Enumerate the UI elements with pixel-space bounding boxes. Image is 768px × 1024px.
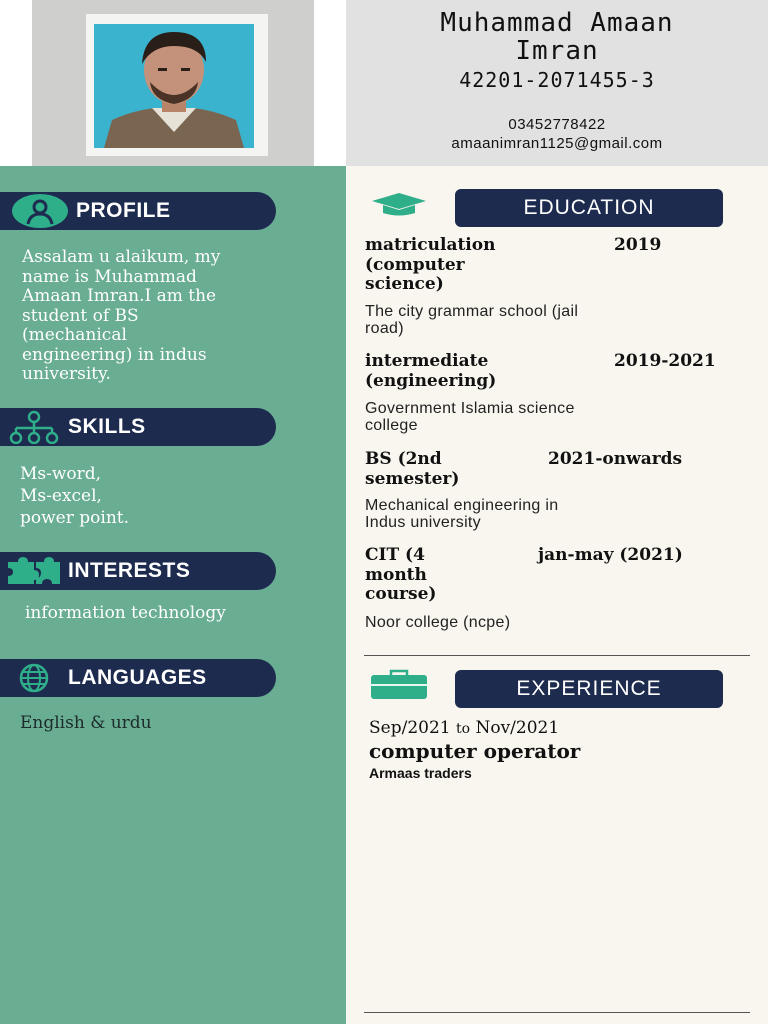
- puzzle-icon: [6, 556, 62, 590]
- education-institution: [365, 400, 575, 434]
- experience-role: computer operator: [369, 739, 581, 763]
- profile-photo: [94, 24, 254, 148]
- title-line: science): [365, 274, 444, 294]
- education-title: [365, 450, 459, 489]
- skill-item: power point.: [20, 508, 129, 528]
- profile-text: [22, 248, 344, 385]
- profile-line: university.: [22, 364, 111, 384]
- title-line: (computer: [365, 254, 465, 275]
- institution-line: road): [365, 320, 404, 337]
- institution-line: Mechanical engineering in: [365, 497, 559, 514]
- email-address: amaanimran1125@gmail.com: [451, 135, 663, 152]
- institution-line: college: [365, 417, 418, 434]
- education-year: 2021-onwards: [548, 449, 683, 469]
- institution-line: Noor college (ncpe): [365, 614, 511, 631]
- interests-label: INTERESTS: [68, 559, 191, 582]
- bottom-divider: [364, 1012, 750, 1013]
- education-title: [365, 546, 436, 605]
- education-title: [365, 236, 495, 295]
- name-line-1: Muhammad Amaan: [440, 8, 674, 38]
- profile-line: Amaan Imran.I am the: [22, 286, 217, 306]
- education-heading: EDUCATION: [455, 189, 723, 227]
- education-institution: [365, 614, 510, 631]
- name-line-2: Imran: [515, 36, 599, 66]
- skills-label: SKILLS: [68, 415, 146, 438]
- title-line: month: [365, 564, 427, 585]
- profile-label: PROFILE: [76, 199, 171, 222]
- institution-line: Indus university: [365, 514, 481, 531]
- experience-to: Nov/2021: [475, 718, 560, 738]
- skills-list: [20, 463, 129, 529]
- title-line: CIT (4: [365, 545, 425, 565]
- user-icon: [12, 192, 68, 234]
- institution-line: The city grammar school (jail: [365, 303, 579, 320]
- title-line: (engineering): [365, 370, 497, 391]
- skill-item: Ms-word,: [20, 464, 102, 484]
- graduation-cap-icon: [370, 192, 428, 220]
- institution-line: Government Islamia science: [365, 400, 575, 417]
- experience-company: Armaas traders: [369, 765, 472, 781]
- skills-heading: [0, 408, 276, 446]
- profile-line: Assalam u alaikum, my: [22, 247, 221, 267]
- phone-number: 03452778422: [508, 116, 606, 133]
- briefcase-icon: [370, 669, 428, 705]
- title-line: course): [365, 584, 437, 604]
- title-line: BS (2nd: [365, 449, 442, 469]
- id-number: 42201-2071455-3: [459, 68, 655, 92]
- experience-to-word: to: [456, 721, 471, 737]
- education-year: 2019-2021: [614, 351, 716, 371]
- divider: [364, 655, 750, 656]
- languages-label: LANGUAGES: [68, 666, 207, 689]
- languages-text: English & urdu: [20, 713, 152, 733]
- title-line: semester): [365, 468, 460, 489]
- globe-icon: [10, 663, 58, 697]
- education-year: 2019: [614, 235, 662, 255]
- profile-line: student of BS: [22, 305, 139, 326]
- experience-heading: EXPERIENCE: [455, 670, 723, 708]
- education-year: jan-may (2021): [538, 545, 683, 565]
- interests-heading: [0, 552, 276, 590]
- languages-heading: [0, 659, 276, 697]
- profile-line: name is Muhammad: [22, 266, 197, 287]
- experience-from: Sep/2021: [369, 718, 451, 738]
- interests-text: information technology: [25, 603, 226, 623]
- title-line: intermediate: [365, 351, 489, 371]
- skill-item: Ms-excel,: [20, 486, 102, 506]
- profile-line: (mechanical: [22, 325, 127, 345]
- profile-line: engineering) in indus: [22, 344, 207, 365]
- experience-dates: [369, 718, 559, 738]
- profile-heading: [0, 192, 276, 230]
- education-title: [365, 352, 496, 391]
- network-icon: [6, 410, 62, 448]
- education-institution: [365, 497, 558, 531]
- title-line: matriculation: [365, 235, 496, 255]
- education-institution: [365, 303, 578, 337]
